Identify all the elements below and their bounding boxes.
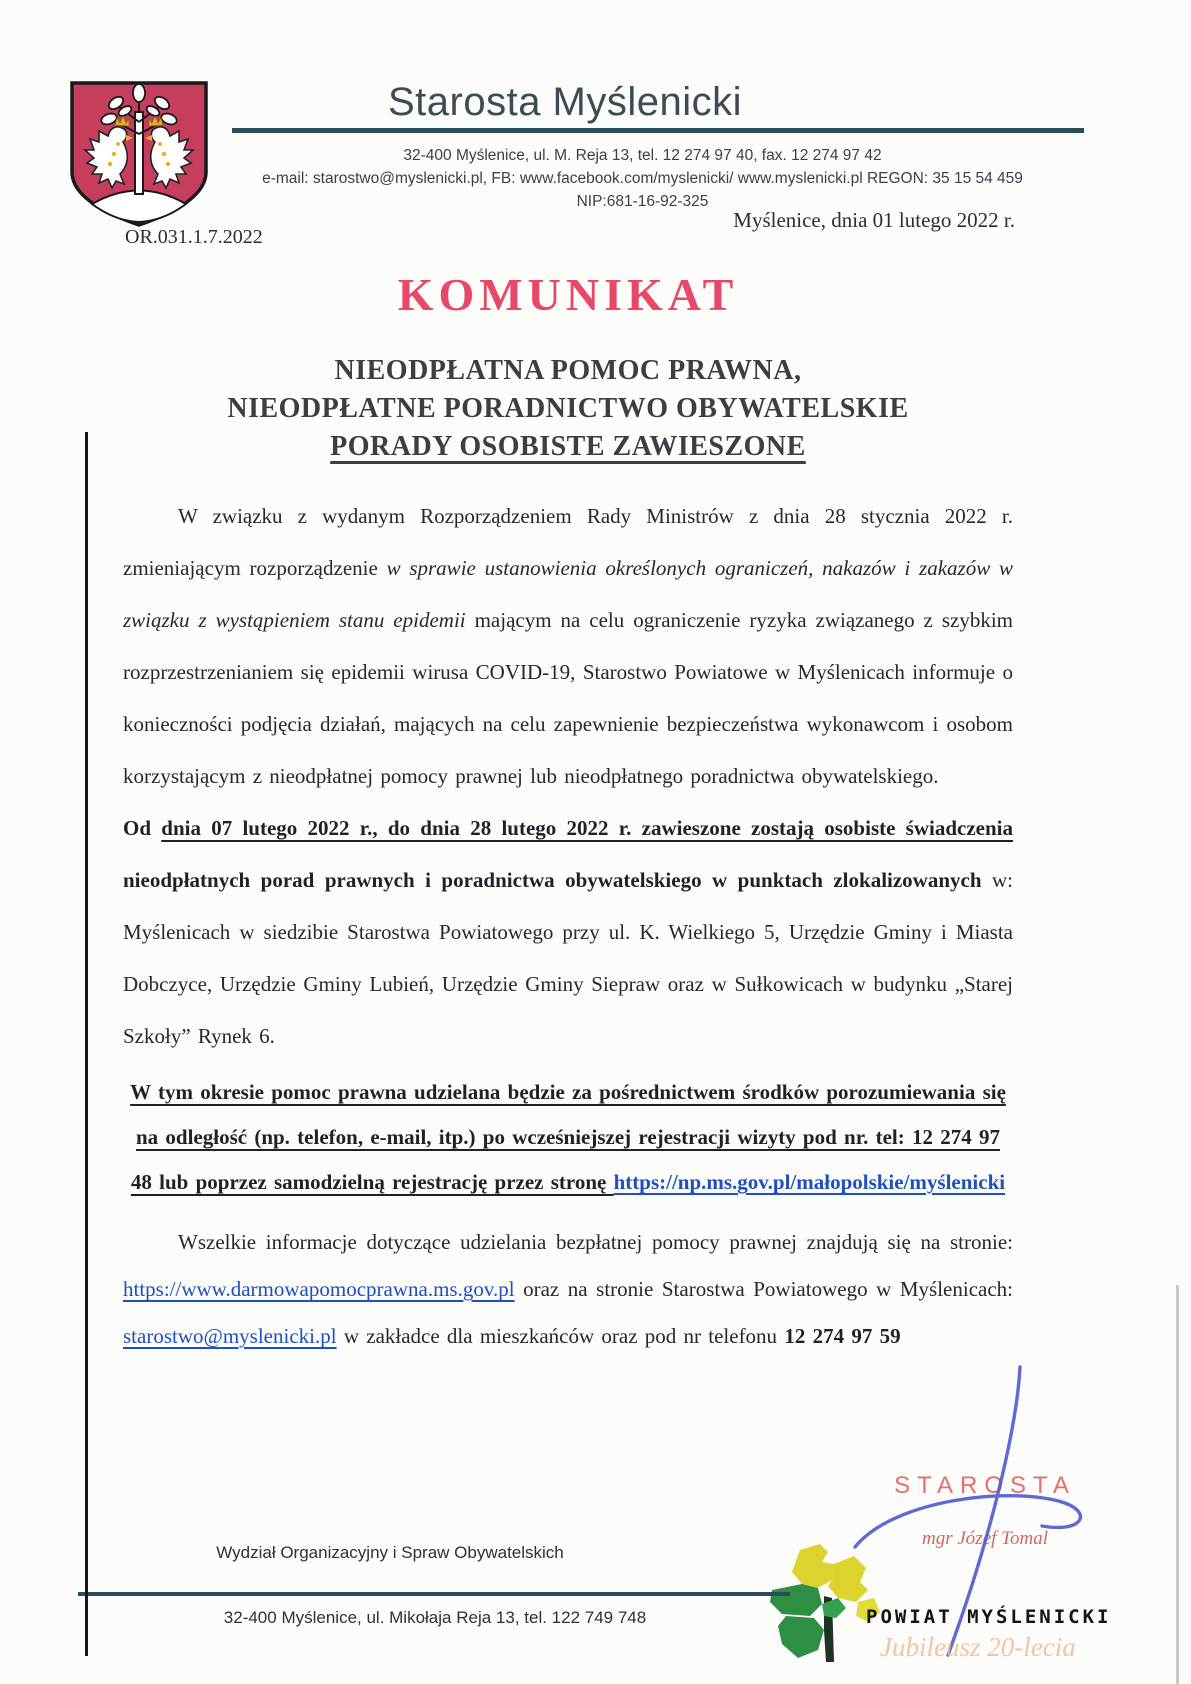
text-segment: W związku z wydanym Rozporządzeniem Rady Ministrów z dnia 28 stycznia 2022 r. zmieniającym rozporządzenie <box>123 504 1013 580</box>
scan-artifact-line-right <box>1176 1285 1179 1684</box>
hyperlink[interactable]: starostwo@myslenicki.pl <box>123 1324 337 1348</box>
subtitle-line-2: NIEODPŁATNE PORADNICTWO OBYWATELSKIE <box>227 393 909 424</box>
powiat-logo-text: POWIAT MYŚLENICKI <box>866 1606 1112 1628</box>
powiat-logo-svg <box>762 1538 892 1670</box>
powiat-logo-icon <box>762 1538 892 1670</box>
address-line-1: 32-400 Myślenice, ul. M. Reja 13, tel. 12 274 97 40, fax. 12 274 97 42 <box>403 147 882 164</box>
coat-of-arms-icon <box>66 78 212 230</box>
subtitle-line-1: NIEODPŁATNA POMOC PRAWNA, <box>334 355 802 386</box>
text-segment: w zakładce dla mieszkańców oraz pod nr telefonu <box>336 1324 785 1348</box>
text-segment: w sprawie ustanowienia określonych ograniczeń, nakazów i zakazów w związku z wystąpieniem stanu epidemii <box>123 556 1013 632</box>
scan-artifact-line-left <box>85 432 88 1656</box>
text-segment: mającym na celu ograniczenie ryzyka związanego z szybkim rozprzestrzenianiem się epidemii wirusa COVID-19, Starostwo Powiatowe w Myślenicach informuje o konieczności podjęcia działań, mających na celu zapewnienie bezpieczeństwa wykonawcom i osobom korzystającym z nieodpłatnej pomocy prawnej lub nieodpłatnego poradnictwa obywatelskiego. <box>123 608 1013 788</box>
date-line: Myślenice, dnia 01 lutego 2022 r. <box>733 208 1015 232</box>
footer-address: 32-400 Myślenice, ul. Mikołaja Reja 13, tel. 122 749 748 <box>223 1608 647 1627</box>
address-line-2: e-mail: starostwo@myslenicki.pl, FB: www.facebook.com/myslenicki/ www.myslenicki.pl REGON: 35 15 54 459 <box>262 170 1023 187</box>
hyperlink[interactable]: https://np.ms.gov.pl/małopolskie/myślenicki <box>613 1170 1006 1194</box>
letterhead-rule <box>232 128 1084 133</box>
document-body <box>123 490 1013 1360</box>
powiat-logo-subtext: Jubileusz 20-lecia <box>880 1632 1076 1662</box>
paragraph <box>123 490 1013 802</box>
subtitle-line-3: PORADY OSOBISTE ZAWIESZONE <box>330 431 806 462</box>
text-segment: 12 274 97 59 <box>784 1324 901 1348</box>
document-subtitle <box>123 352 1013 466</box>
paragraph <box>123 1070 1013 1205</box>
address-line-3: NIP:681-16-92-325 <box>576 193 709 210</box>
text-segment: Od <box>123 816 162 840</box>
document-title: KOMUNIKAT <box>397 269 739 320</box>
text-segment: nieodpłatnych porad prawnych i poradnictwa obywatelskiego w punktach zlokalizowanych <box>123 868 982 892</box>
starosta-stamp-title: STAROSTA <box>894 1472 1076 1499</box>
text-segment: W tym okresie pomoc prawna udzielana będzie za pośrednictwem środków porozumiewania się na odległość (np. telefon, e-mail, itp.) po wcześniejszej rejestracji wizyty pod nr. tel: 12 274 97 48 lub poprzez samodzielną rejestrację przez stronę <box>130 1080 1006 1194</box>
text-segment: w: Myślenicach w siedzibie Starostwa Powiatowego przy ul. K. Wielkiego 5, Urzędzie Gminy i Miasta Dobczyce, Urzędzie Gminy Lubień, Urzędzie Gminy Siepraw oraz w Sułkowicach w budynku „Starej Szkoły” Rynek 6. <box>123 868 1013 1048</box>
signatory-name: mgr Józef Tomal <box>922 1528 1048 1549</box>
paragraph <box>123 1219 1013 1360</box>
footer-rule <box>78 1592 790 1596</box>
footer-department: Wydział Organizacyjny i Spraw Obywatelskich <box>216 1543 564 1562</box>
reference-number: OR.031.1.7.2022 <box>125 226 263 248</box>
text-segment: oraz na stronie Starostwa Powiatowego w Myślenicach: <box>514 1277 1013 1301</box>
letterhead-title: Starosta Myślenicki <box>387 80 743 124</box>
text-segment: dnia 07 lutego 2022 r., do dnia 28 lutego 2022 r. zawieszone zostają osobiste świadczenia <box>161 816 1014 840</box>
letterhead-contact <box>230 144 1055 213</box>
text-segment: Wszelkie informacje dotyczące udzielania bezpłatnej pomocy prawnej znajdują się na stronie: <box>178 1230 1013 1254</box>
paragraph <box>123 802 1013 1062</box>
hyperlink[interactable]: https://www.darmowapomocprawna.ms.gov.pl <box>123 1277 515 1301</box>
coat-of-arms-svg <box>66 78 212 230</box>
